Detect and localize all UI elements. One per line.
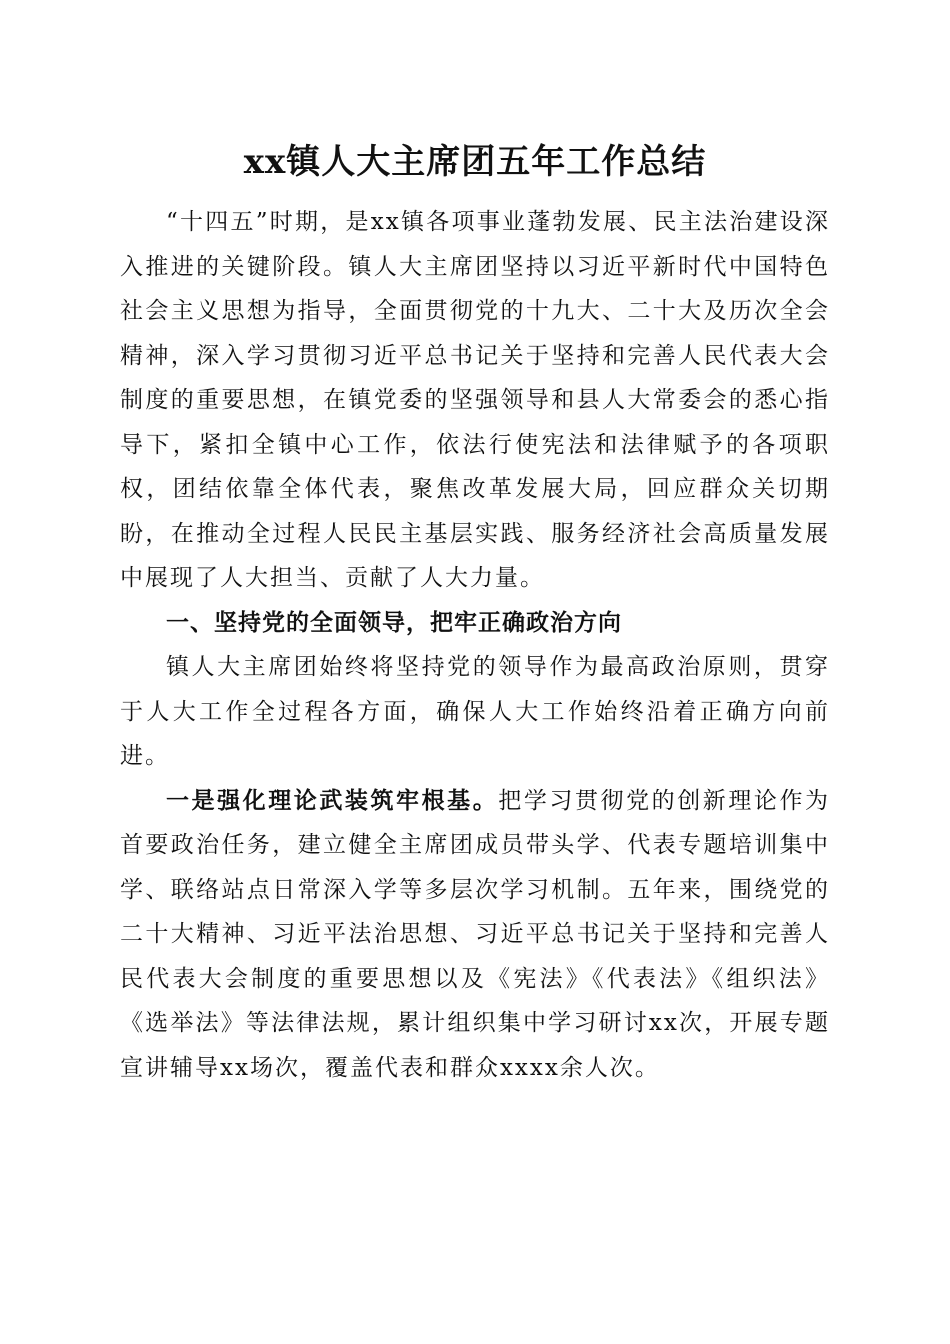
- document-body: [120, 200, 830, 1090]
- document-title: xx镇人大主席团五年工作总结: [243, 142, 707, 182]
- section-paragraph: 镇人大主席团始终将坚持党的领导作为最高政治原则，贯穿于人大工作全过程各方面，确保人大工作始终沿着正确方向前进。: [120, 654, 830, 769]
- intro-paragraph: “十四五”时期，是xx镇各项事业蓬勃发展、民主法治建设深入推进的关键阶段。镇人大主席团坚持以习近平新时代中国特色社会主义思想为指导，全面贯彻党的十九大、二十大及历次全会精神，深入学习贯彻习近平总书记关于坚持和完善人民代表大会制度的重要思想，在镇党委的坚强领导和县人大常委会的悉心指导下，紧扣全镇中心工作，依法行使宪法和法律赋予的各项职权，团结依靠全体代表，聚焦改革发展大局，回应群众关切期盼，在推动全过程人民民主基层实践、服务经济社会高质量发展中展现了人大担当、贡献了人大力量。: [120, 209, 830, 591]
- point-paragraph: [120, 779, 830, 1091]
- point-lead: 一是强化理论武装筑牢根基。: [166, 786, 499, 814]
- section-heading: 一、坚持党的全面领导，把牢正确政治方向: [166, 609, 622, 636]
- point-text: 把学习贯彻党的创新理论作为首要政治任务，建立健全主席团成员带头学、代表专题培训集中学、联络站点日常深入学等多层次学习机制。五年来，围绕党的二十大精神、习近平法治思想、习近平总书记关于坚持和完善人民代表大会制度的重要思想以及《宪法》《代表法》《组织法》《选举法》等法律法规，累计组织集中学习研讨xx次，开展专题宣讲辅导xx场次，覆盖代表和群众xxxx余人次。: [120, 787, 831, 1081]
